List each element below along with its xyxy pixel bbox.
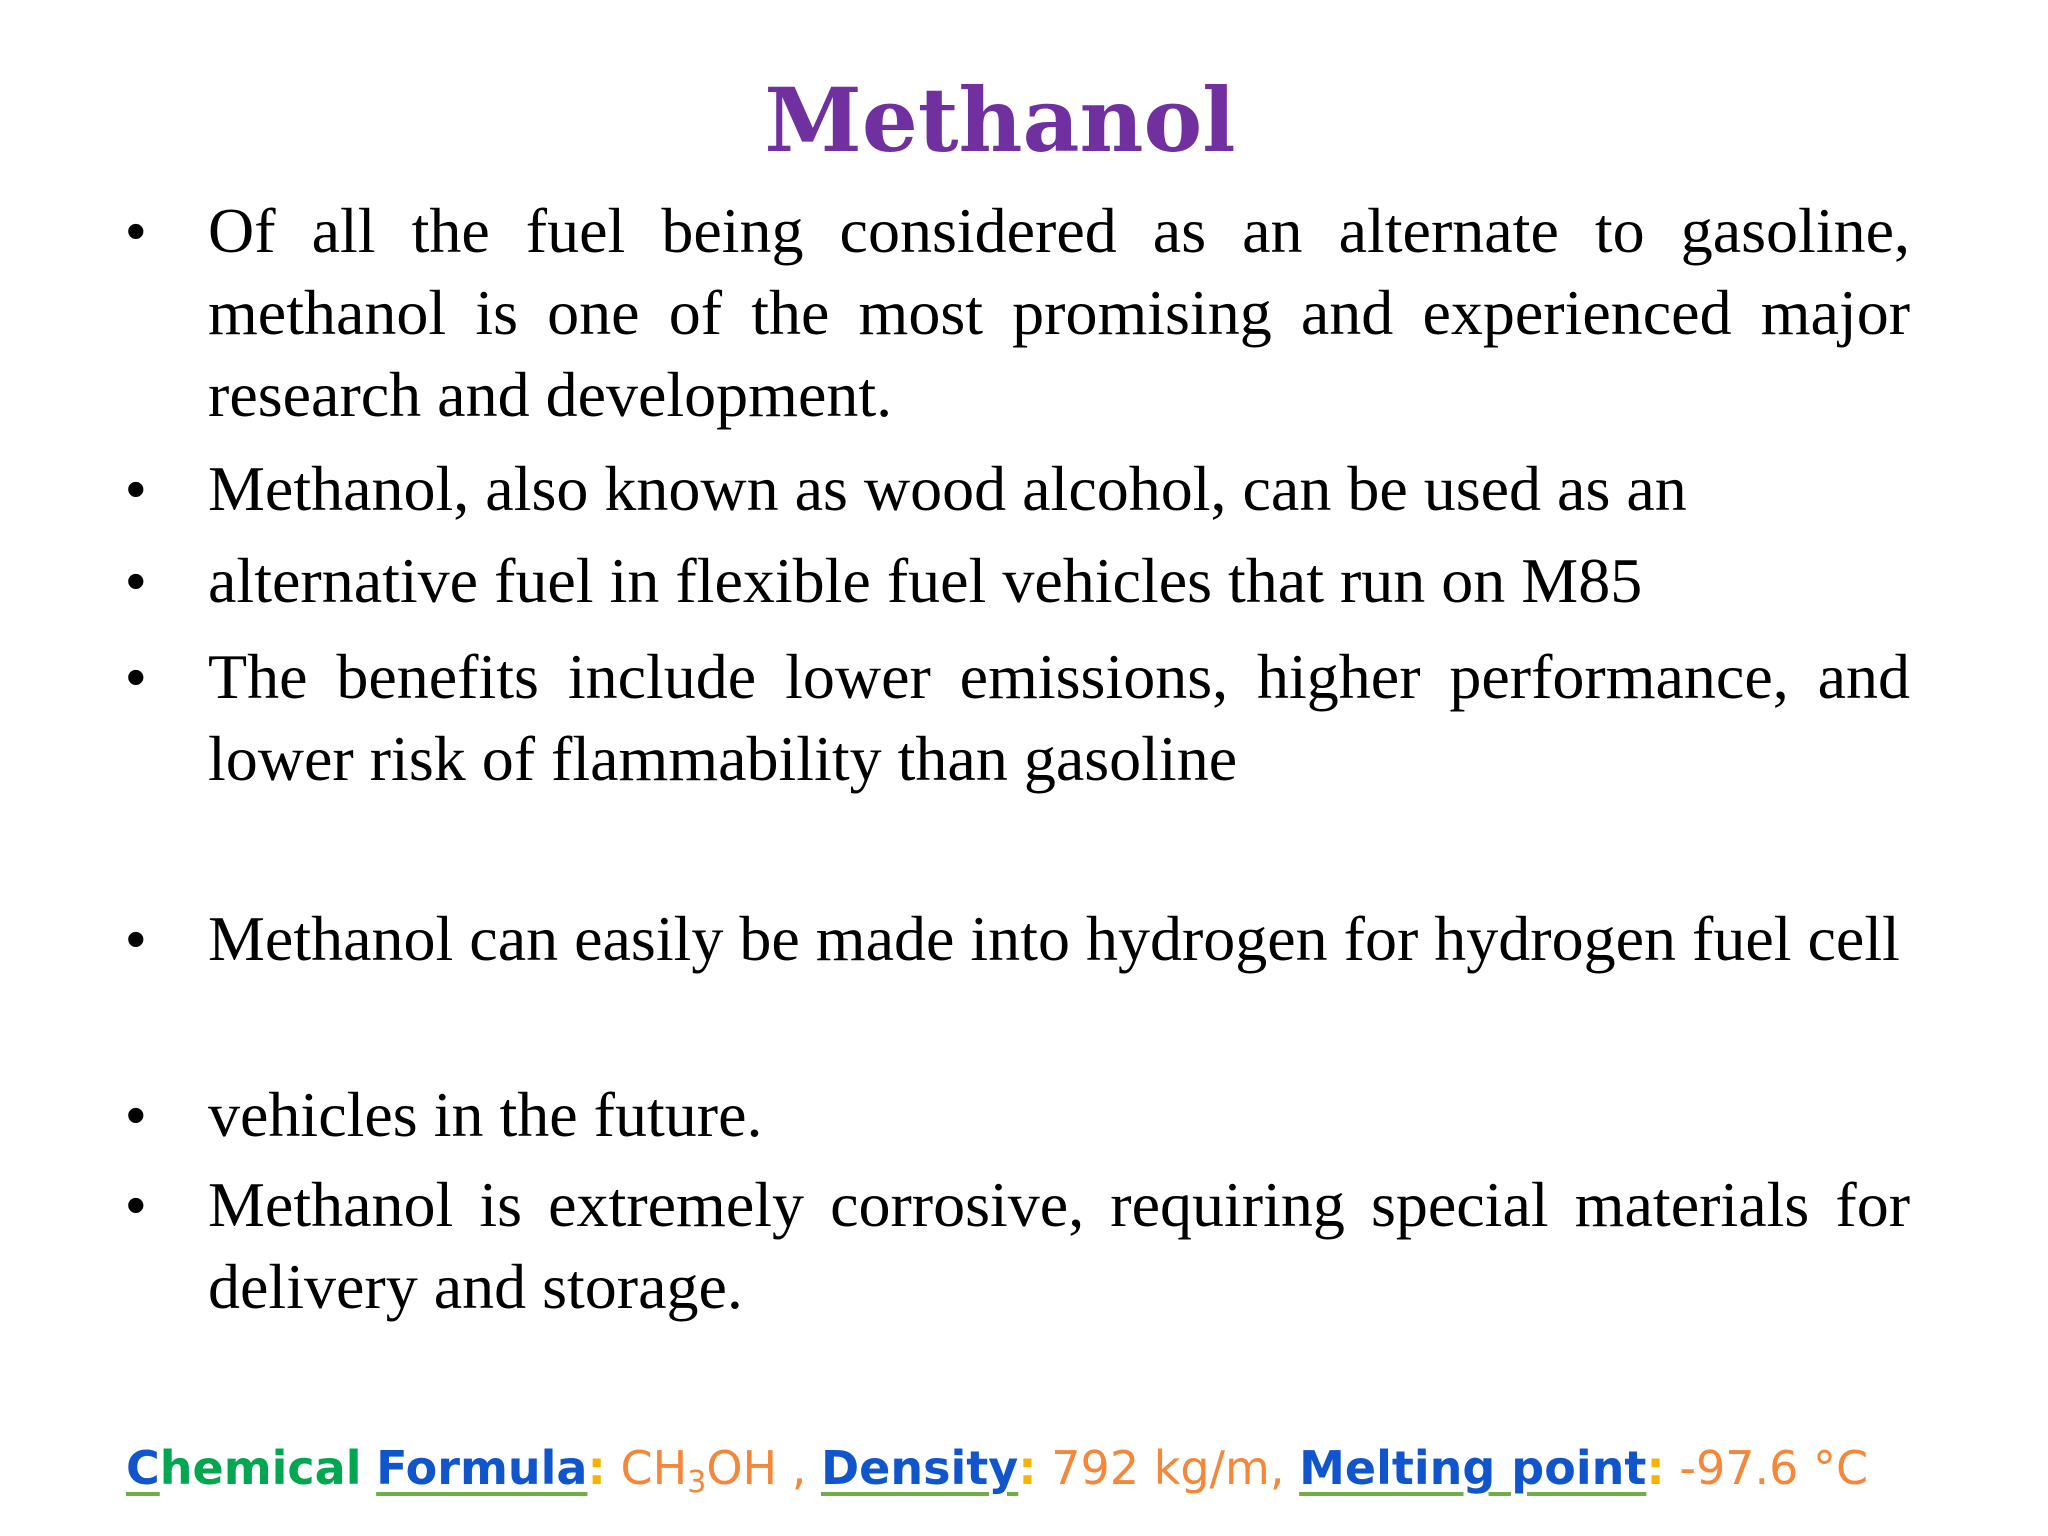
- formula-value: [620, 1441, 778, 1500]
- bullet-item: [126, 540, 1910, 622]
- slide-title: Methanol: [764, 68, 1236, 172]
- chemical-label-rest: hemical: [159, 1441, 362, 1495]
- bullet-text: Methanol can easily be made into hydrogen for hydrogen fuel cell: [208, 903, 1900, 974]
- formula-subscript: 3: [687, 1465, 707, 1500]
- chemical-label: [126, 1441, 362, 1495]
- melting-colon: :: [1646, 1441, 1665, 1495]
- chemical-link-letter[interactable]: C: [126, 1441, 160, 1495]
- bullet-item: [126, 448, 1910, 530]
- bullet-text: The benefits include lower emissions, higher performance, and lower risk of flammability than gasoline: [208, 641, 1910, 794]
- formula-prefix: CH: [620, 1441, 688, 1495]
- formula-suffix: OH: [706, 1441, 778, 1495]
- melting-point-link[interactable]: Melting point: [1299, 1441, 1647, 1495]
- bullet-icon: •: [126, 457, 146, 520]
- bullet-item: [126, 898, 1910, 980]
- density-value: 792 kg/m,: [1051, 1441, 1285, 1495]
- density-link[interactable]: Density: [820, 1441, 1019, 1495]
- bullet-item: [126, 1164, 1910, 1328]
- bullet-icon: •: [126, 1083, 146, 1146]
- bullet-item: [126, 636, 1910, 800]
- bullet-text: vehicles in the future.: [208, 1079, 763, 1150]
- footer-separator: ,: [791, 1441, 807, 1495]
- formula-colon: :: [587, 1441, 606, 1495]
- bullet-text: Of all the fuel being considered as an alternate to gasoline, methanol is one of the most promising and experienced major research and development.: [208, 195, 1910, 430]
- bullet-icon: •: [126, 1173, 146, 1236]
- bullet-item: [126, 190, 1910, 436]
- bullet-item: [126, 1074, 1910, 1156]
- bullet-text: Methanol, also known as wood alcohol, can be used as an: [208, 453, 1687, 524]
- bullet-icon: •: [126, 907, 146, 970]
- formula-link[interactable]: Formula: [376, 1441, 588, 1495]
- bullet-text: alternative fuel in flexible fuel vehicles that run on M85: [208, 545, 1643, 616]
- bullet-icon: •: [126, 199, 146, 262]
- bullet-text: Methanol is extremely corrosive, requiring special materials for delivery and storage.: [208, 1169, 1910, 1322]
- melting-value: -97.6 °C: [1679, 1441, 1869, 1495]
- properties-footer: [126, 1438, 1868, 1513]
- density-colon: :: [1018, 1441, 1037, 1495]
- bullet-icon: •: [126, 549, 146, 612]
- bullet-icon: •: [126, 645, 146, 708]
